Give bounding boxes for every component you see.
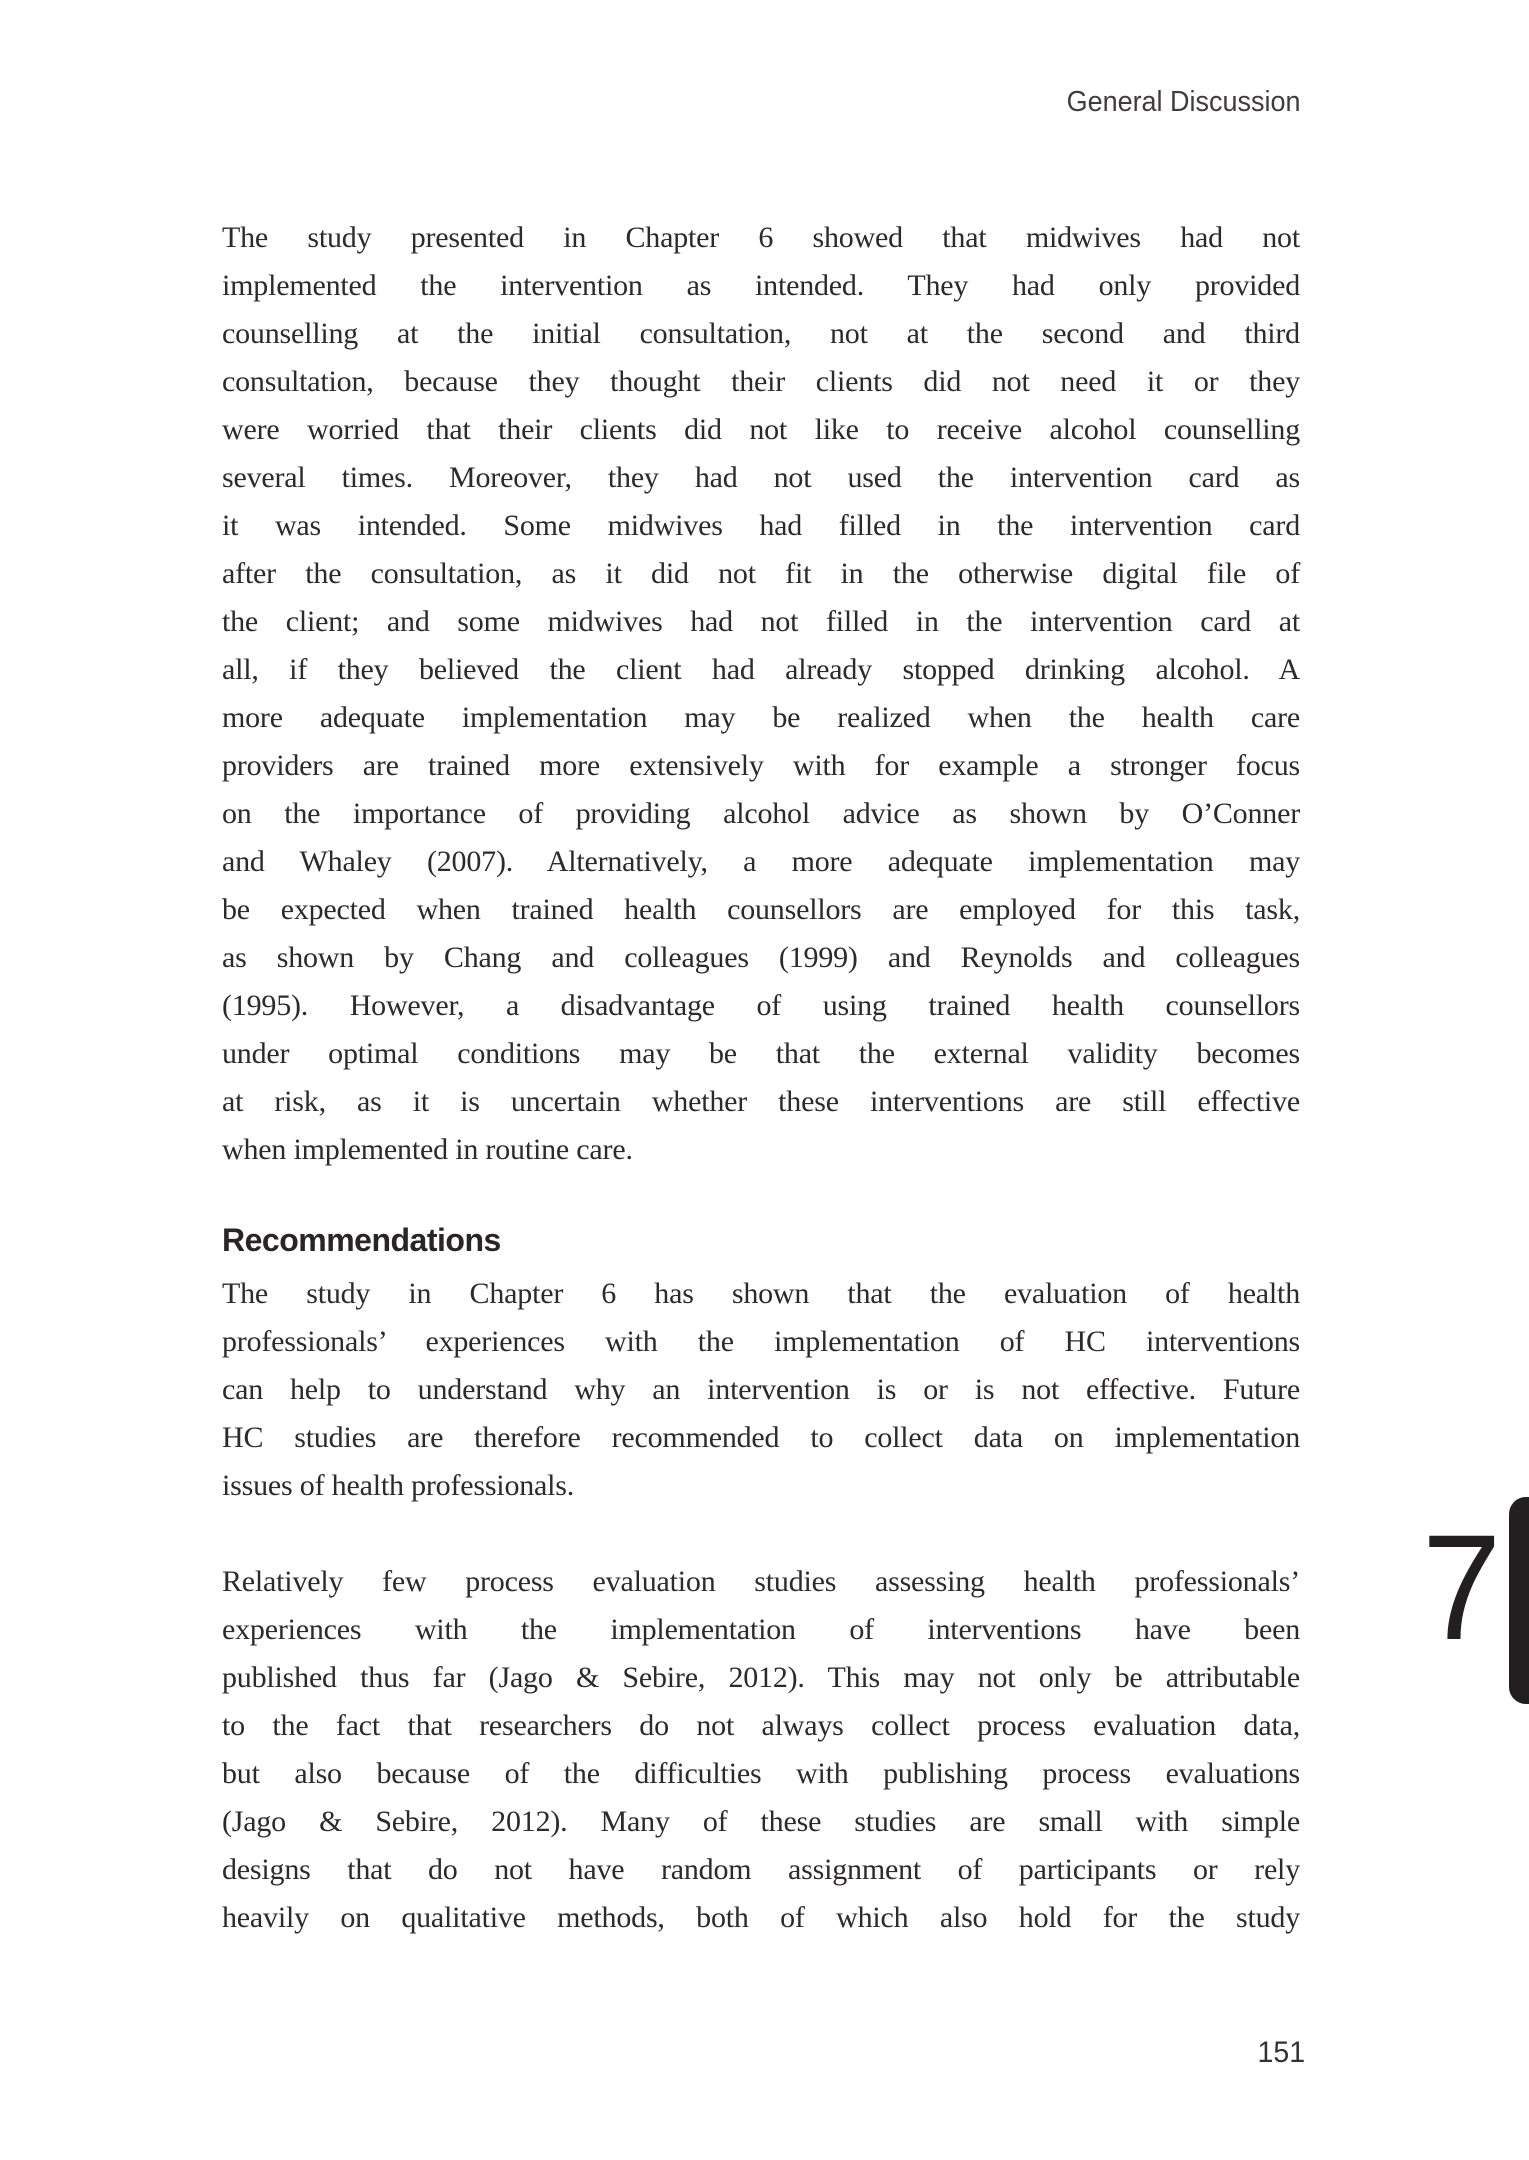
- running-header: General Discussion: [1066, 86, 1300, 118]
- text-line: under optimal conditions may be that the external validity becomes: [222, 1037, 1300, 1070]
- text-line: providers are trained more extensively with for example a stronger focus: [222, 749, 1300, 782]
- text-line: the client; and some midwives had not filled in the intervention card at: [222, 605, 1300, 638]
- text-column: [222, 214, 1300, 1942]
- text-line: Relatively few process evaluation studies assessing health professionals’: [222, 1565, 1300, 1598]
- text-line: implemented the intervention as intended. They had only provided: [222, 269, 1300, 302]
- text-line: heavily on qualitative methods, both of which also hold for the study: [222, 1901, 1300, 1934]
- section-heading-recommendations: Recommendations: [222, 1222, 501, 1258]
- text-line: more adequate implementation may be realized when the health care: [222, 701, 1300, 734]
- text-line: but also because of the difficulties with publishing process evaluations: [222, 1757, 1300, 1790]
- text-line: professionals’ experiences with the implementation of HC interventions: [222, 1325, 1300, 1358]
- text-line: experiences with the implementation of interventions have been: [222, 1613, 1300, 1646]
- chapter-number: 7: [1422, 1503, 1502, 1671]
- text-line: (1995). However, a disadvantage of using trained health counsellors: [222, 989, 1300, 1022]
- text-line: issues of health professionals.: [222, 1469, 575, 1502]
- text-line: The study presented in Chapter 6 showed that midwives had not: [222, 221, 1300, 254]
- body-paragraph-3: [222, 1558, 1300, 1942]
- text-line: be expected when trained health counsellors are employed for this task,: [222, 893, 1300, 926]
- text-line: all, if they believed the client had already stopped drinking alcohol. A: [222, 653, 1300, 686]
- text-line: to the fact that researchers do not always collect process evaluation data,: [222, 1709, 1300, 1742]
- text-line: as shown by Chang and colleagues (1999) and Reynolds and colleagues: [222, 941, 1300, 974]
- page-number: 151: [1257, 2036, 1305, 2069]
- text-line: and Whaley (2007). Alternatively, a more adequate implementation may: [222, 845, 1300, 878]
- text-line: on the importance of providing alcohol advice as shown by O’Conner: [222, 797, 1300, 830]
- text-line: after the consultation, as it did not fit in the otherwise digital file of: [222, 557, 1300, 590]
- text-line: at risk, as it is uncertain whether these interventions are still effective: [222, 1085, 1300, 1118]
- chapter-tab: [1509, 1497, 1529, 1704]
- text-line: were worried that their clients did not like to receive alcohol counselling: [222, 413, 1300, 446]
- text-line: several times. Moreover, they had not used the intervention card as: [222, 461, 1300, 494]
- text-line: The study in Chapter 6 has shown that the evaluation of health: [222, 1277, 1300, 1310]
- text-line: consultation, because they thought their clients did not need it or they: [222, 365, 1300, 398]
- text-line: designs that do not have random assignment of participants or rely: [222, 1853, 1300, 1886]
- text-line: when implemented in routine care.: [222, 1133, 633, 1166]
- text-line: can help to understand why an intervention is or is not effective. Future: [222, 1373, 1300, 1406]
- text-line: HC studies are therefore recommended to collect data on implementation: [222, 1421, 1300, 1454]
- body-paragraph-2: [222, 1270, 1300, 1510]
- text-line: it was intended. Some midwives had filled in the intervention card: [222, 509, 1300, 542]
- text-line: published thus far (Jago & Sebire, 2012). This may not only be attributable: [222, 1661, 1300, 1694]
- text-line: counselling at the initial consultation, not at the second and third: [222, 317, 1300, 350]
- text-line: (Jago & Sebire, 2012). Many of these studies are small with simple: [222, 1805, 1300, 1838]
- body-paragraph-1: [222, 214, 1300, 1174]
